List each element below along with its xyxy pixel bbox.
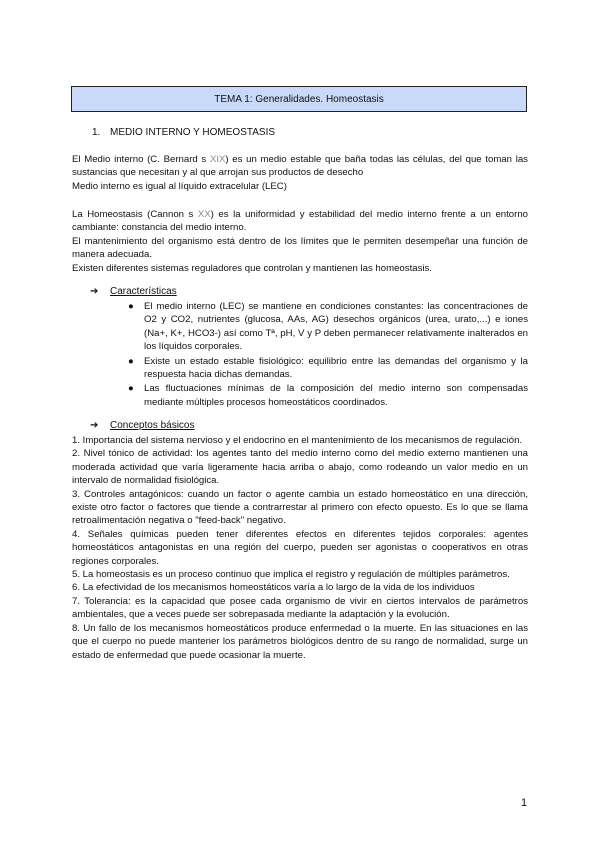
concept-item: 8. Un fallo de los mecanismos homeostáticos produce enfermedad o la muerte. En las situaciones en las que el cuerpo no puede mantener los parámetros biológicos dentro de su rango de normalidad, surge un estado de enfermedad que puede ocasionar la muerte. — [72, 622, 528, 661]
intro-homeostasis — [72, 208, 528, 275]
conceptos-title: Conceptos básicos — [110, 420, 195, 431]
intro-medio-interno — [72, 153, 528, 193]
list-item — [128, 300, 528, 354]
list-item — [128, 355, 528, 382]
list-item-text: El medio interno (LEC) se mantiene en condiciones constantes: las concentraciones de O2 y CO2, nutrientes (glucosa, AAs, AG) desechos orgánicos (urea, urato,...) e iones (Na+, K+, HCO3-) así como Tª, pH, V y P deben permanecer relativamente inalterados en los líquidos corporales. — [144, 301, 528, 353]
intro1-post: ) es un medio estable que baña todas las células, del que toman las sustancias que necesitan y al que arrojan sus productos de desecho — [72, 154, 528, 179]
concept-item: 2. Nivel tónico de actividad: los agentes tanto del medio interno como del medio externo mantienen una moderada actividad que varía ligeramente hacia arriba o abajo, como rodeando un valor medio en un intervalo de normalidad fisiológica. — [72, 448, 528, 487]
intro2-pre: La Homeostasis (Cannon s — [72, 209, 198, 220]
intro1-pre: El Medio interno (C. Bernard s — [72, 154, 210, 165]
concept-item: 6. La efectividad de los mecanismos homeostáticos varía a lo largo de la vida de los individuos — [72, 582, 475, 594]
title-box — [71, 86, 527, 112]
list-item — [128, 382, 528, 409]
bullet-icon: ● — [128, 355, 134, 367]
concept-item: 3. Controles antagónicos: cuando un factor o agente cambia un estado homeostático en una dirección, existe otro factor o factores que tiende a contrarrestar al primero con efecto opuesto. Es lo que se llama retroalimentación negativa o "feed-back" negativo. — [72, 488, 528, 527]
section-number: 1. — [92, 127, 101, 138]
conceptos-list — [72, 434, 528, 662]
bullet-icon: ● — [128, 301, 134, 312]
conceptos-heading — [90, 420, 195, 431]
list-item-text: Existe un estado estable fisiológico: equilibrio entre las demandas del organismo y la respuesta hacia dichas demandas. — [144, 355, 528, 381]
intro2-line2: El mantenimiento del organismo está dentro de los límites que le permiten desempeñar una función de manera adecuada. — [72, 235, 528, 261]
concept-item: 5. La homeostasis es un proceso continuo que implica el registro y regulación de múltiples parámetros. — [72, 569, 510, 581]
section-heading — [92, 127, 275, 138]
caracteristicas-list — [128, 300, 528, 410]
intro1-line2: Medio interno es igual al líquido extracelular (LEC) — [72, 180, 287, 192]
intro1-paragraph — [72, 153, 528, 180]
intro2-century: XX — [197, 209, 211, 220]
concept-item: 4. Señales químicas pueden tener diferentes efectos en diferentes tejidos corporales: agentes homeostáticos antagonistas en una región del cuerpo, pueden ser agonistas o cooperativos en otras regiones corporales. — [72, 528, 528, 567]
intro2-post: ) es la uniformidad y estabilidad del medio interno frente a un entorno cambiante: constancia del medio interno. — [72, 209, 528, 234]
caracteristicas-heading — [90, 286, 177, 297]
bullet-icon: ● — [128, 383, 134, 395]
caracteristicas-title: Características — [110, 286, 177, 297]
page-title: TEMA 1: Generalidades. Homeostasis — [214, 93, 384, 105]
concept-item: 1. Importancia del sistema nervioso y el endocrino en el mantenimiento de los mecanismos de regulación. — [72, 435, 523, 446]
arrow-icon: ➔ — [90, 420, 99, 431]
arrow-icon: ➔ — [90, 286, 99, 297]
page-number: 1 — [521, 797, 528, 809]
section-label: MEDIO INTERNO Y HOMEOSTASIS — [110, 127, 276, 138]
intro1-century: XIX — [209, 154, 226, 165]
list-item-text: Las fluctuaciones mínimas de la composición del medio interno son compensadas mediante múltiples procesos homeostáticos coordinados. — [144, 383, 528, 408]
concept-item: 7. Tolerancia: es la capacidad que posee cada organismo de vivir en ciertos intervalos de parámetros ambientales, que a veces puede ser sobrepasada mediante la adaptación y la evolución. — [72, 595, 528, 621]
intro2-paragraph — [72, 208, 528, 235]
intro2-line3: Existen diferentes sistemas reguladores que controlan y mantienen las homeostasis. — [72, 262, 432, 274]
